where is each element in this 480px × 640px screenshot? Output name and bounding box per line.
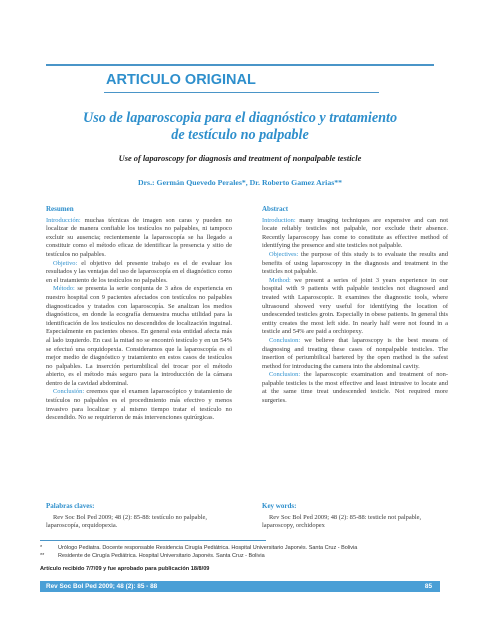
abstract-conclusion-2-text: the laparoscopic examination and treatment of non-palpable testicles is the most effective and least intrusive to locate and at the same time treat undescended testicle. Not required more surgeries. xyxy=(262,371,448,405)
abstract-conclusion-text: we believe that laparoscopy is the best means of diagnosing and treating these cases of nonpalpable testicles. The insertion of periumbilical bartered by the open method is the safest method for introducing the camera into the abdominal cavity. xyxy=(262,336,448,370)
top-rule xyxy=(46,64,434,66)
resumen-objetivo-text: el objetivo del presente trabajo es el de evaluar los resultados y las ventajas del uso de laparoscopía en el diagnóstico como en el tratamiento de los testículos no palpables. xyxy=(46,259,232,284)
received-note: Artículo recibido 7/7/09 y fue aprobado para publicación 18/8/09 xyxy=(40,566,210,572)
resumen-introduccion-text: muchas técnicas de imagen son caras y pueden no localizar de manera confiable los testículos no palpables, ni tampoco excluir su ausencia; recientemente la laparoscopía se ha llegado a constituir como el método eficaz de identificar la presencia y sitio de testículos no palpables. xyxy=(46,216,232,258)
resumen-metodo-label: Método: xyxy=(53,285,75,293)
abstract-objectives-text: the purpose of this study is to evaluate the results and benefits of using laparoscopy in the diagnosis and treatment in the testicles not palpable. xyxy=(262,250,448,276)
resumen-conclusion-label: Conclusión: xyxy=(53,388,85,396)
abstract-conclusion-2-label: Conclusion: xyxy=(269,371,301,379)
footer-journal: Rev Soc Bol Ped 2009; 48 (2): 85 - 88 xyxy=(46,583,158,590)
article-title: Uso de laparoscopia para el diagnóstico y tratamiento de testículo no palpable xyxy=(82,110,398,143)
keywords-en xyxy=(262,502,448,531)
abstract-introduction-label: Introduction: xyxy=(262,216,296,224)
abstract-heading: Abstract xyxy=(262,205,289,213)
resumen-introduccion xyxy=(46,217,232,260)
abstract-conclusion-2 xyxy=(262,371,448,405)
resumen-introduccion-label: Introducción: xyxy=(46,216,81,224)
abstract-method-text: we present a series of joint 3 years experience in our hospital with 9 patients with palpable testicles not diagnosed and treated with Laparoscopic. It examines the diagnostic tools, where ultrasound showed very useful for identifying the location of undescended testicles groin. Especially in obese patients. In general this entity creates the most left side. In nearly half were not found in a testicle and 54% are paid a orchiopexy. xyxy=(262,276,448,336)
footnote-text: Urólogo Pediatra. Docente responsable Residencia Cirugía Pediátrica. Hospital Universitario Japonés. Santa Cruz - Bolivia xyxy=(58,545,358,551)
article-authors: Drs.: Germán Quevedo Perales*, Dr. Roberto Gamez Arias** xyxy=(137,178,343,187)
abstract-method xyxy=(262,277,448,337)
abstract-introduction-text: many imaging techniques are expensive and can not locate reliably testicles not palpable, nor exclude their absence. Recently laparoscopy has come to constitute as effective method of identifying the presence and site testicles not palpable. xyxy=(262,216,448,250)
section-title: ARTICULO ORIGINAL xyxy=(106,72,256,88)
keywords-en-text: Rev Soc Bol Ped 2009; 48 (2): 85-88: testicle not palpable, laparoscopy, orchidopex xyxy=(262,513,422,530)
keywords-es-heading: Palabras claves: xyxy=(46,502,95,510)
footer-bar xyxy=(40,581,440,592)
resumen-column xyxy=(46,205,232,423)
article-subtitle: Use of laparoscopy for diagnosis and treatment of nonpalpable testicle xyxy=(118,154,362,163)
resumen-metodo-text: se presenta la serie conjunta de 3 años de experiencia en nuestro hospital con 9 pacientes afectados con testículos no palpables diagnosticados y tratados con laparoscopía. Se analizan los medios diagnósticos, en donde la ecografía demuestra mucha utilidad para la identificación de los testículos no descendidos de localización inguinal. Especialmente en pacientes obesos. En general esta entidad afecta más al lado izquierdo. En casi la mitad no se encontró testículo y en un 54% se efectuó una orquidopexia. Consideramos que la laparoscopía es el mejor medio de diagnóstico y tratamiento en estos casos de testículos no palpables. La inserción periumbilical del trocar por el método abierto, es el método más seguro para la introducción de la cámara dentro de la cavidad abdominal. xyxy=(46,285,232,387)
section-title-underline xyxy=(104,92,379,93)
page-number: 85 xyxy=(424,583,432,590)
abstract-objectives-label: Objectives: xyxy=(269,250,299,258)
keywords-es-text: Rev Soc Bol Ped 2009; 48 (2): 85-88: testículo no palpable, laparoscopía, orquidopexia. xyxy=(46,513,207,530)
resumen-metodo xyxy=(46,285,232,388)
abstract-method-label: Method: xyxy=(269,276,291,284)
resumen-conclusion xyxy=(46,388,232,422)
footnote-rule xyxy=(40,540,266,541)
footnote-text: Residente de Cirugía Pediátrica. Hospital Universitario Japonés. Santa Cruz - Bolivia xyxy=(58,552,265,559)
abstract-column xyxy=(262,205,448,406)
footnote-mark: * xyxy=(40,545,43,551)
resumen-heading: Resumen xyxy=(46,205,74,213)
resumen-objetivo-label: Objetivo: xyxy=(53,259,78,267)
footnotes xyxy=(40,545,440,560)
abstract-introduction xyxy=(262,217,448,251)
abstract-conclusion-label: Conclusion: xyxy=(269,336,301,344)
abstract-conclusion xyxy=(262,337,448,371)
abstract-objectives xyxy=(262,251,448,277)
footnote xyxy=(40,545,440,553)
resumen-objetivo xyxy=(46,260,232,286)
keywords-es xyxy=(46,502,232,531)
keywords-en-heading: Key words: xyxy=(262,502,297,510)
resumen-conclusion-text: creemos que el examen laparoscópico y tratamiento de testículos no palpables es el procedimiento más efectivo y menos invasivo para localizar y al mismo tiempo tratar el testículo no descendido. No se requirieron de más intervenciones quirúrgicas. xyxy=(46,388,232,422)
footnote xyxy=(40,553,440,561)
footnote-mark: ** xyxy=(40,552,45,559)
